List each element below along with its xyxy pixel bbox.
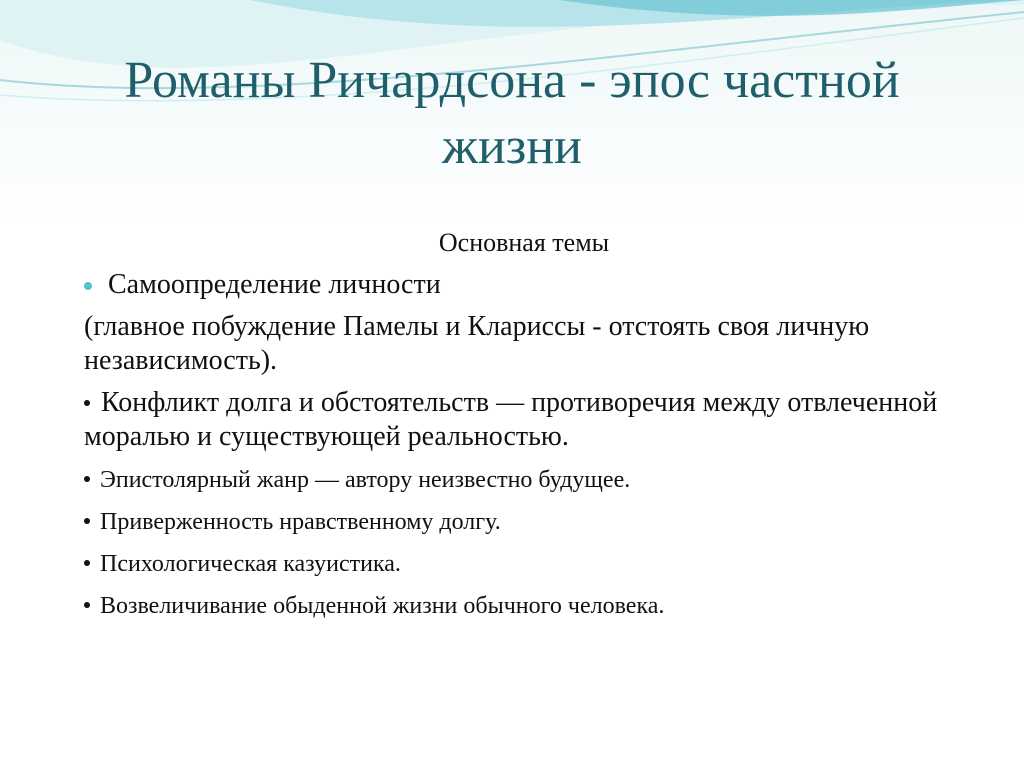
list-item	[84, 548, 964, 580]
list-item-text: Самоопределение личности	[108, 269, 441, 300]
list-item-text: Психологическая казуистика.	[100, 551, 401, 577]
bullet-icon	[84, 560, 90, 566]
list-item-text: Конфликт долга и обстоятельств — противоречия между отвлеченной моралью и существующей реальностью.	[84, 387, 938, 452]
bullet-icon	[84, 476, 90, 482]
list-item	[84, 386, 964, 454]
section-subtitle: Основная темы	[438, 228, 610, 257]
bullet-icon	[84, 282, 92, 290]
list-item-text: Приверженность нравственному долгу.	[100, 509, 501, 535]
list-item-text: (главное побуждение Памелы и Клариссы - отстоять своя личную независимость).	[84, 311, 870, 376]
list-item	[84, 464, 964, 496]
list-item	[84, 268, 964, 302]
bullet-icon	[84, 518, 90, 524]
list-item-text: Эпистолярный жанр — автору неизвестно будущее.	[100, 467, 631, 493]
slide-title: Романы Ричардсона - эпос частной жизни	[124, 52, 900, 175]
bullet-icon	[84, 602, 90, 608]
list-item	[84, 590, 964, 622]
bullet-icon	[84, 400, 90, 406]
list-item	[84, 310, 964, 378]
content-area	[84, 226, 964, 622]
list-item-text: Возвеличивание обыденной жизни обычного человека.	[100, 593, 665, 619]
list-item	[84, 506, 964, 538]
